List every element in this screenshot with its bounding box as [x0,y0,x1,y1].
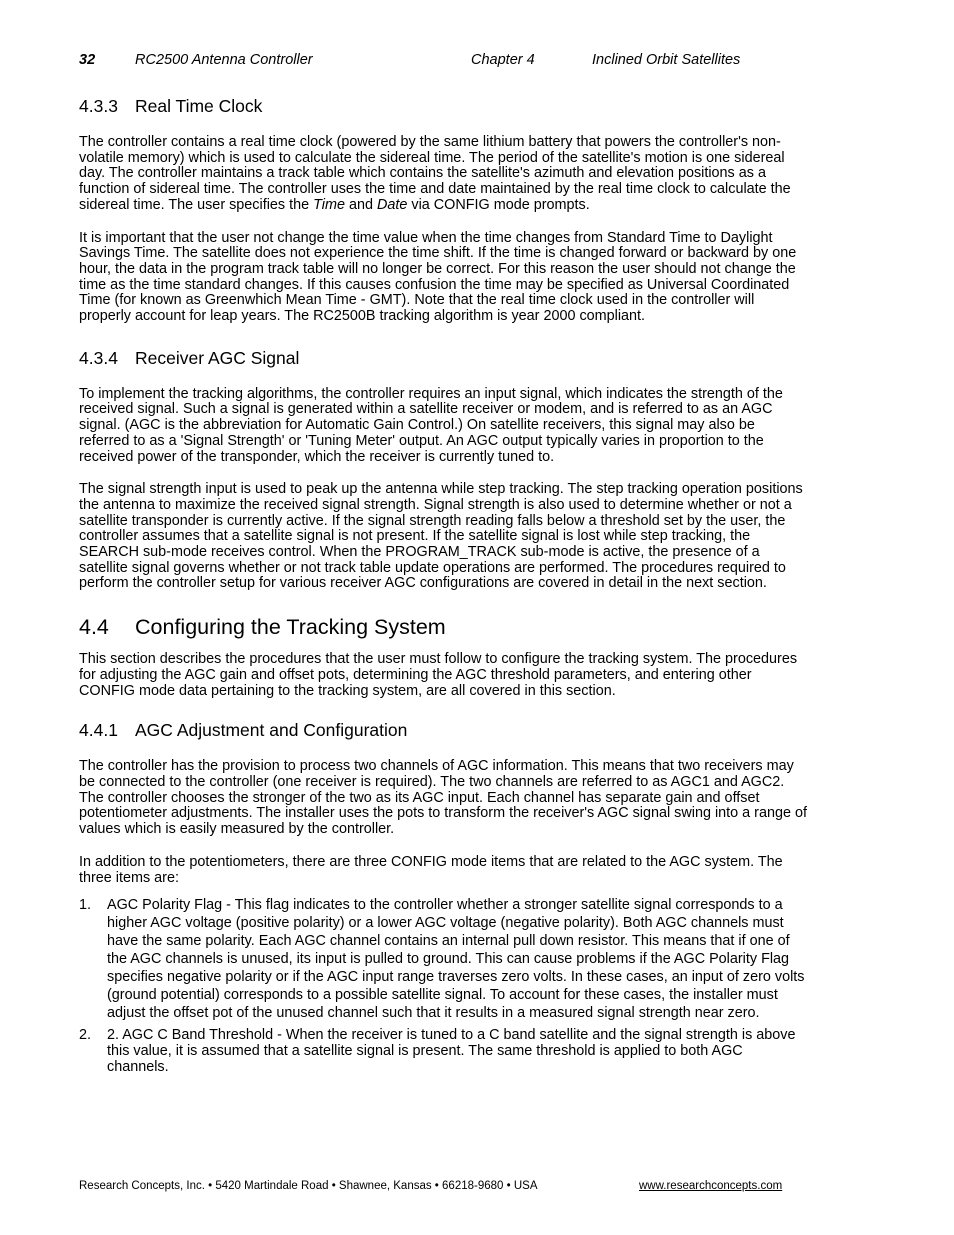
page-content [79,95,807,1081]
list-item: 1. AGC Polarity Flag - This flag indicates to the controller whether a stronger satellite signal corresponds to a higher AGC voltage (positive polarity) or a lower AGC voltage (negative polarity). Both AGC channels must have the same polarity. Each AGC channel contains an internal pull down resistor. This means that if one of the AGC channels is unused, its input is pulled to ground. This can cause problems if the AGC Polarity Flag specifies negative polarity or if the AGC input range traverses zero volts. In these cases, an input of zero volts (ground potential) corresponds to a possible satellite signal. To account for these cases, the installer must adjust the offset pot of the unused channel such that it results in a measured signal strength near zero. [79,897,805,1022]
chapter-title: Inclined Orbit Satellites [592,52,741,68]
paragraph-rtc-2: It is important that the user not change the time value when the time changes from Standard Time to Daylight Savings Time. The satellite does not experience the time shift. If the time is changed forward or backward by one hour, the data in the program track table will no longer be correct. For this reason the user should not change the time as the time standard changes. If this causes confusion the time may be specified as Universal Coordinated Time (for known as Greenwhich Mean Time - GMT). Note that the real time clock used in the controller will properly account for leap years. The RC2500B tracking algorithm is year 2000 compliant. [79,229,797,325]
paragraph-agc-1: To implement the tracking algorithms, the controller requires an input signal, which indicates the strength of the received signal. Such a signal is generated within a satellite receiver or modem, and is referred to as an AGC signal. (AGC is the abbreviation for Automatic Gain Control.) On satellite receivers, this signal may also be referred to as a 'Signal Strength' or 'Tuning Meter' output. An AGC output typically varies in proportion to the received power of the transponder, which the receiver is currently tuned to. [79,385,783,465]
chapter-label: Chapter 4 [471,52,535,68]
page-footer [79,1180,807,1196]
paragraph-config-1: This section describes the procedures that the user must follow to configure the tracking system. The procedures for adjusting the AGC gain and offset pots, determining the AGC threshold parameters, and entering other CONFIG mode data pertaining to the tracking system, are all covered in this section. [79,651,798,699]
paragraph-agc-2: The signal strength input is used to peak up the antenna while step tracking. The step tracking operation positions the antenna to maximize the received signal strength. Signal strength is also used to determine whether or not a satellite transponder is currently active. If the signal strength reading falls below a threshold set by the user, the controller assumes that a satellite signal is not present. If the satellite signal is lost while step tracking, the SEARCH sub-mode receives control. When the PROGRAM_TRACK sub-mode is active, the presence of a satellite signal governs whether or not track table update operations are performed. The procedures required to perform the controller setup for various receiver AGC configurations are covered in detail in the next section. [79,481,803,592]
page-number: 32 [79,52,96,68]
page-header [79,52,807,70]
paragraph-rtc-1: The controller contains a real time clock (powered by the same lithium battery that powers the controller's non-volatile memory) which is used to calculate the sidereal time. The period of the satellite's motion is one sidereal day. The controller maintains a track table which contains the satellite's azimuth and elevation positions as a function of sidereal time. The controller uses the time and date maintained by the real time clock to calculate the sidereal time. The user specifies the Time and Date via CONFIG mode prompts. [79,134,791,213]
document-title: RC2500 Antenna Controller [135,52,313,68]
list-item: 2. 2. AGC C Band Threshold - When the receiver is tuned to a C band satellite and the signal strength is above this value, it is assumed that a satellite signal is present. The same threshold is applied to both AGC channels. [79,1027,796,1075]
agc-config-items-list [79,896,807,1075]
website-link[interactable]: www.researchconcepts.com [639,1180,783,1192]
heading-receiver-agc-signal: 4.3.4 Receiver AGC Signal [79,347,300,368]
heading-real-time-clock: 4.3.3 Real Time Clock [79,96,263,116]
heading-configuring-tracking-system: 4.4 Configuring the Tracking System [79,615,446,640]
paragraph-agc-adjust-2: In addition to the potentiometers, there are three CONFIG mode items that are related to the AGC system. The three items are: [79,853,783,886]
paragraph-agc-adjust-1: The controller has the provision to process two channels of AGC information. This means that two receivers may be connected to the controller (one receiver is required). The two channels are referred to as AGC1 and AGC2. The controller chooses the stronger of the two as its AGC input. Each channel has separate gain and offset potentiometer adjustments. The installer uses the pots to transform the receiver's AGC signal swing into a range of values which is easily measured by the controller. [79,758,807,838]
heading-agc-adjustment: 4.4.1 AGC Adjustment and Configuration [79,720,408,741]
company-address: Research Concepts, Inc. • 5420 Martindale Road • Shawnee, Kansas • 66218-9680 • USA [79,1180,538,1192]
